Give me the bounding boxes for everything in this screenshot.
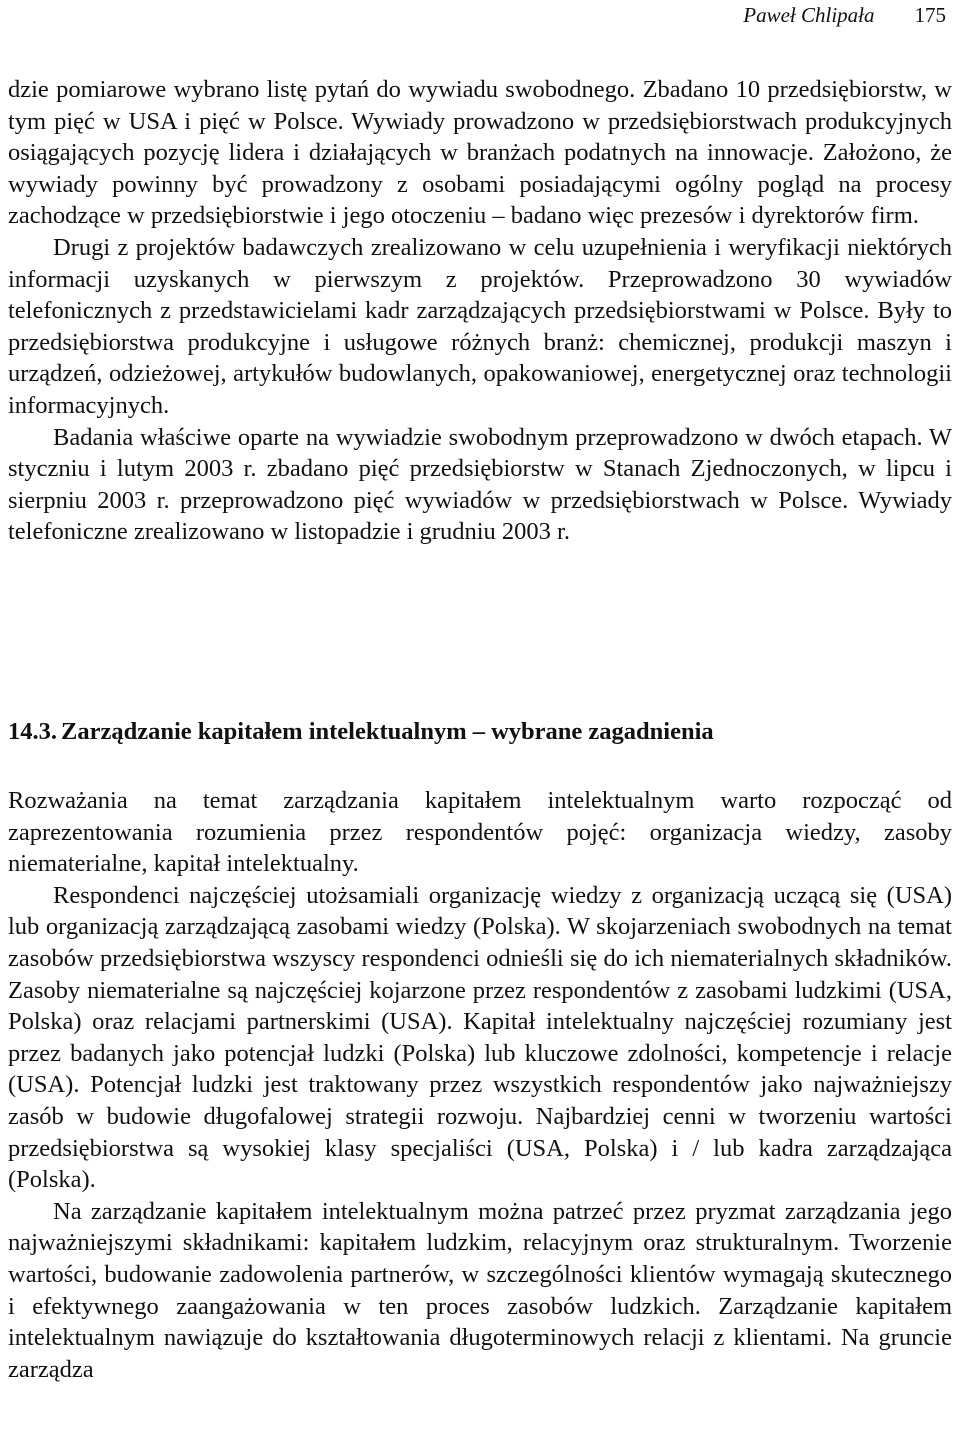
text-block-methodology [8,74,952,548]
section-heading [8,716,714,748]
paragraph: Na zarządzanie kapitałem intelektualnym można patrzeć przez pryzmat zarządzania jego najważniejszymi składnikami: kapitałem ludzkim, relacyjnym oraz strukturalnym. Tworzenie wartości, budowanie zadowolenia partnerów, w szczególności klientów wymagają skutecznego i efektywnego zaangażowania w ten proces zasobów ludzkich. Zarządzanie kapitałem intelektualnym nawiązuje do kształtowania długoterminowych relacji z klientami. Na gruncie zarządza [8,1197,952,1383]
running-header [743,2,946,28]
header-author: Paweł Chlipała [743,3,875,27]
paragraph: dzie pomiarowe wybrano listę pytań do wywiadu swobodnego. Zbadano 10 przedsiębiorstw, w tym pięć w USA i pięć w Polsce. Wywiady prowadzono w przedsiębiorstwach produkcyjnych osiągających pozycję lidera i działających w branżach podatnych na innowacje. Założono, że wywiady powinny być prowadzony z osobami posiadającymi ogólny pogląd na procesy zachodzące w przedsiębiorstwie i jego otoczeniu – badano więc prezesów i dyrektorów firm. [8,76,952,230]
paragraph: Badania właściwe oparte na wywiadzie swobodnym przeprowadzono w dwóch etapach. W styczniu i lutym 2003 r. zbadano pięć przedsiębiorstw w Stanach Zjednoczonych, w lipcu i sierpniu 2003 r. przeprowadzono pięć wywiadów w przedsiębiorstwach w Polsce. Wywiady telefoniczne zrealizowano w listopadzie i grudniu 2003 r. [8,423,952,546]
paragraph: Respondenci najczęściej utożsamiali organizację wiedzy z organizacją uczącą się (USA) lub organizacją zarządzającą zasobami wiedzy (Polska). W skojarzeniach swobodnych na temat zasobów przedsiębiorstwa wszyscy respondenci odnieśli się do ich niematerialnych składników. Zasoby niematerialne są najczęściej kojarzone przez respondentów z zasobami ludzkimi (USA, Polska) oraz relacjami partnerskimi (USA). Kapitał intelektualny najczęściej rozumiany jest przez badanych jako potencjał ludzki (Polska) lub kluczowe zdolności, kompetencje i relacje (USA). Potencjał ludzki jest traktowany przez wszystkich respondentów jako najważniejszy zasób w budowie długofalowej strategii rozwoju. Najbardziej cenni w tworzeniu wartości przedsiębiorstwa są wysokiej klasy specjaliści (USA, Polska) i / lub kadra zarządzająca (Polska). [8,881,952,1194]
paragraph: Drugi z projektów badawczych zrealizowano w celu uzupełnienia i weryfikacji niektórych informacji uzyskanych w pierwszym z projektów. Przeprowadzono 30 wywiadów telefonicznych z przedstawicielami kadr zarządzających przedsiębiorstwami w Polsce. Były to przedsiębiorstwa produkcyjne i usługowe różnych branż: chemicznej, produkcji maszyn i urządzeń, odzieżowej, artykułów budowlanych, opakowaniowej, energetycznej oraz technologii informacyjnych. [8,233,952,419]
page-number: 175 [914,3,946,27]
text-block-section-body [8,785,952,1385]
section-title: Zarządzanie kapitałem intelektualnym – wybrane zagadnienia [61,718,714,745]
section-number: 14.3. [8,718,57,745]
paragraph: Rozważania na temat zarządzania kapitałem intelektualnym warto rozpocząć od zaprezentowania rozumienia przez respondentów pojęć: organizacja wiedzy, zasoby niematerialne, kapitał intelektualny. [8,787,952,878]
